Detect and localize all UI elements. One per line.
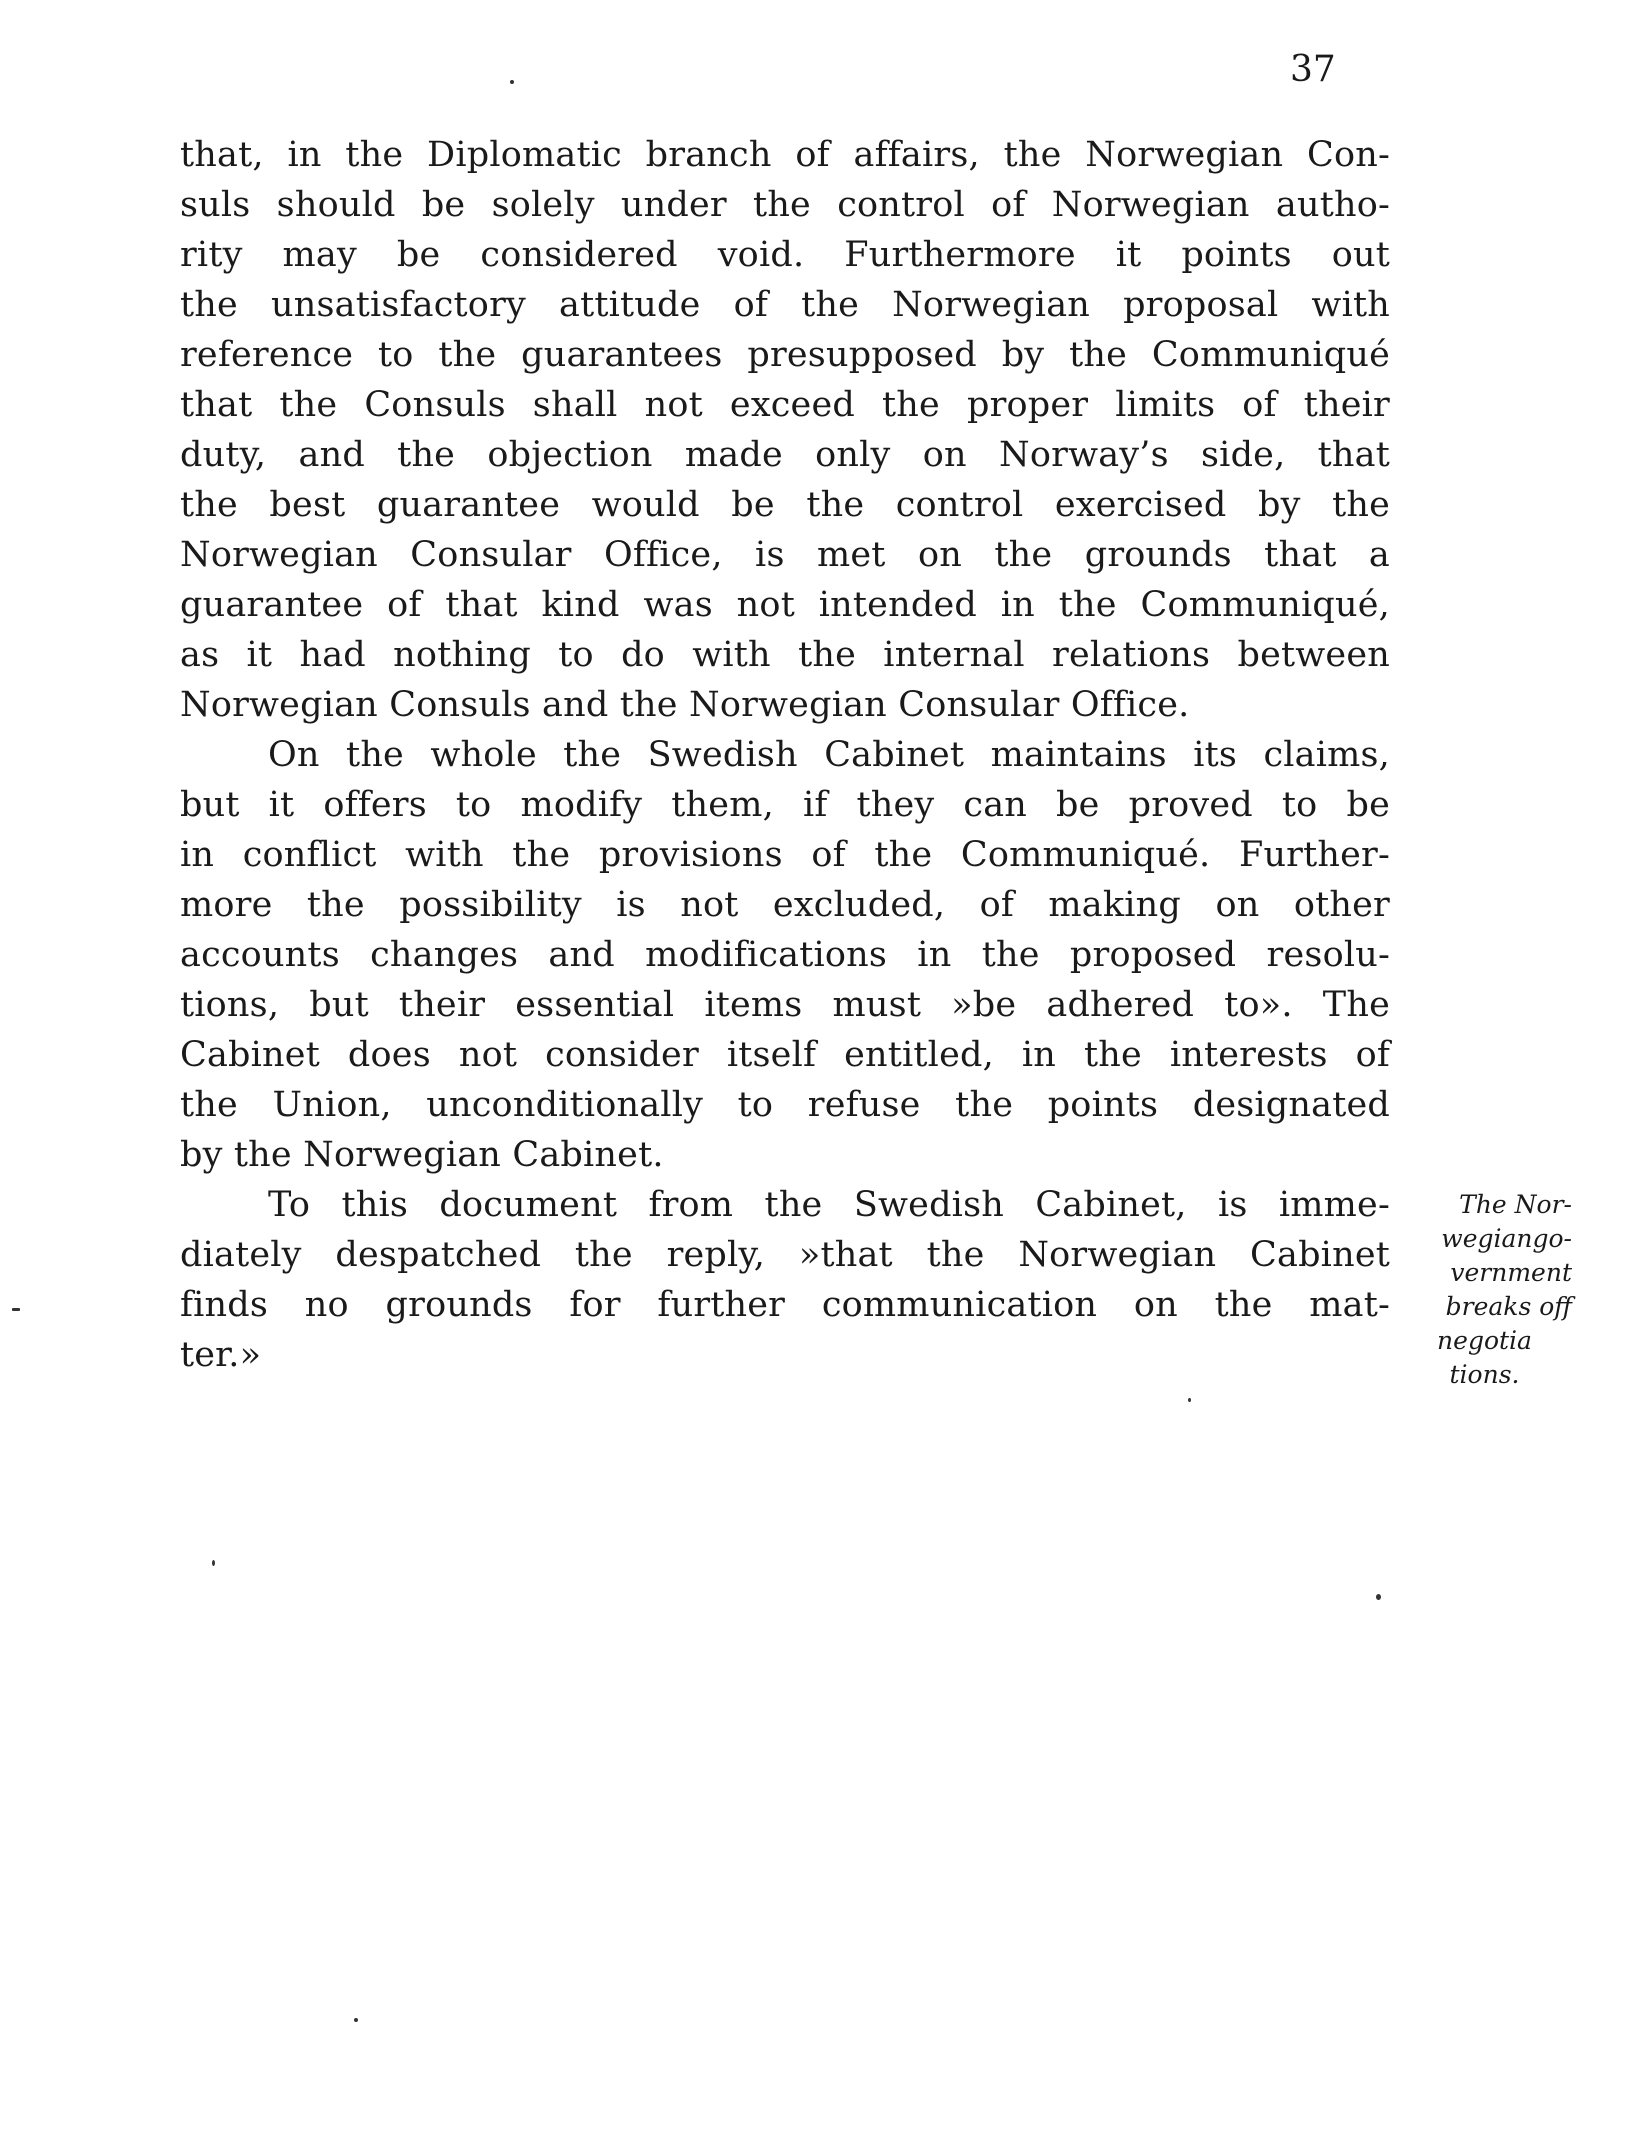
- text-line: more the possibility is not excluded, of making on other: [180, 885, 1390, 925]
- text-line: guarantee of that kind was not intended in the Communiqué,: [180, 585, 1390, 625]
- margin-note-line: wegiango-: [1441, 1224, 1572, 1253]
- margin-note-line: negotia: [1437, 1326, 1532, 1355]
- text-line: Norwegian Consular Office, is met on the grounds that a: [180, 535, 1390, 575]
- text-line: diately despatched the reply, »that the Norwegian Cabinet: [180, 1235, 1390, 1275]
- page-number: 37: [1290, 49, 1336, 90]
- margin-note-line: vernment: [1450, 1258, 1572, 1287]
- text-line: duty, and the objection made only on Norway’s side, that: [180, 435, 1390, 475]
- scan-speck: [1188, 1398, 1191, 1402]
- margin-note: [1397, 1188, 1572, 1392]
- text-line: ter.»: [180, 1335, 262, 1375]
- text-line: finds no grounds for further communication on the mat-: [180, 1285, 1390, 1325]
- margin-note-line: breaks off: [1445, 1292, 1572, 1321]
- margin-note-line: tions.: [1449, 1360, 1520, 1389]
- text-line: the unsatisfactory attitude of the Norwegian proposal with: [180, 285, 1390, 325]
- text-line: by the Norwegian Cabinet.: [180, 1135, 664, 1175]
- scan-speck: [1376, 1594, 1381, 1600]
- text-line: accounts changes and modifications in the proposed resolu-: [180, 935, 1390, 975]
- scan-speck: [212, 1560, 215, 1566]
- scan-speck: [510, 80, 514, 84]
- text-line: Norwegian Consuls and the Norwegian Consular Office.: [180, 685, 1190, 725]
- text-line: but it offers to modify them, if they can be proved to be: [180, 785, 1390, 825]
- text-line: tions, but their essential items must »be adhered to». The: [180, 985, 1390, 1025]
- paragraph: [180, 130, 1390, 730]
- margin-note-line: The Nor-: [1459, 1190, 1572, 1219]
- text-line: in conflict with the provisions of the Communiqué. Further-: [180, 835, 1390, 875]
- text-line: On the whole the Swedish Cabinet maintains its claims,: [268, 735, 1390, 775]
- text-line: the best guarantee would be the control exercised by the: [180, 485, 1390, 525]
- text-line: as it had nothing to do with the internal relations between: [180, 635, 1390, 675]
- text-line: To this document from the Swedish Cabinet, is imme-: [268, 1185, 1390, 1225]
- text-line: suls should be solely under the control of Norwegian autho-: [180, 185, 1390, 225]
- body-text: [180, 130, 1390, 1380]
- text-line: that, in the Diplomatic branch of affairs, the Norwegian Con-: [180, 135, 1390, 175]
- text-line: rity may be considered void. Furthermore it points out: [180, 235, 1390, 275]
- scan-speck: [354, 2018, 358, 2022]
- text-line: Cabinet does not consider itself entitled, in the interests of: [180, 1035, 1390, 1075]
- paragraph: [180, 730, 1390, 1180]
- text-line: the Union, unconditionally to refuse the points designated: [180, 1085, 1390, 1125]
- scan-speck: [12, 1308, 20, 1311]
- paragraph: [180, 1180, 1390, 1380]
- text-line: reference to the guarantees presupposed by the Communiqué: [180, 335, 1390, 375]
- text-line: that the Consuls shall not exceed the proper limits of their: [180, 385, 1390, 425]
